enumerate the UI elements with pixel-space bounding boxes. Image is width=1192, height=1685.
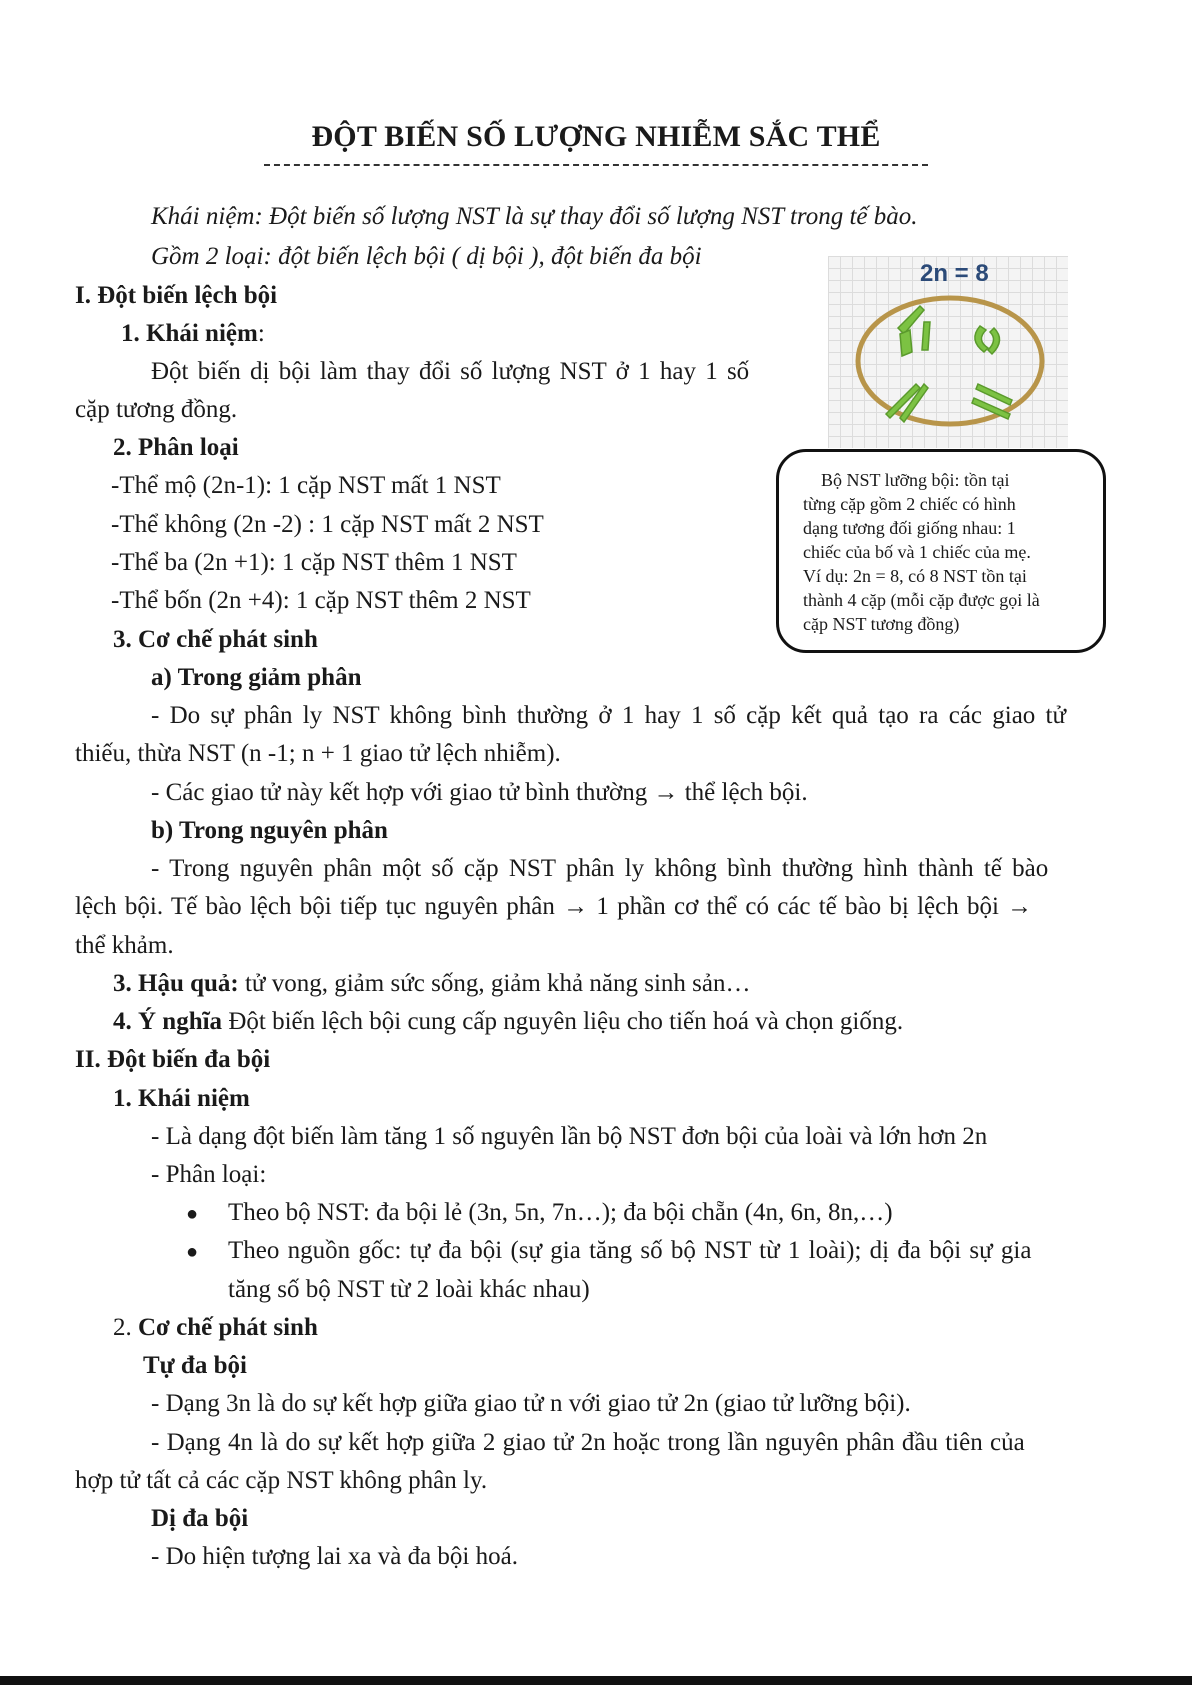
subsection-title: 1. Khái niệm [121, 320, 258, 347]
paragraph-line: - Do sự phân ly NST không bình thường ở 1 hay 1 số cặp kết quả tạo ra các giao tử [151, 702, 1067, 729]
section-heading: I. Đột biến lệch bội [75, 282, 278, 309]
paragraph-line: - Do hiện tượng lai xa và đa bội hoá. [151, 1543, 518, 1570]
number: 2. [113, 1314, 138, 1341]
consequence-line [113, 970, 751, 998]
paragraph-line: thể khảm. [75, 932, 174, 959]
list-item: -Thể ba (2n +1): 1 cặp NST thêm 1 NST [111, 549, 517, 576]
paragraph-line: - Phân loại: [151, 1161, 267, 1188]
subsection-heading: 1. Khái niệm [113, 1085, 250, 1112]
label: 4. Ý nghĩa [113, 1008, 223, 1035]
page-bottom-edge [0, 1676, 1192, 1685]
note-line: dạng tương đối giống nhau: 1 [803, 518, 1016, 538]
chromosome [988, 328, 1000, 354]
text: tử vong, giảm sức sống, giảm khả năng sinh sản… [238, 970, 751, 997]
cell-illustration [828, 256, 1068, 448]
diploid-note-box [776, 449, 1106, 653]
paragraph-line: - Dạng 3n là do sự kết hợp giữa giao tử n với giao tử 2n (giao tử lưỡng bội). [151, 1390, 911, 1417]
sub-subsection-heading: a) Trong giảm phân [151, 664, 362, 691]
note-line: chiếc của bố và 1 chiếc của mẹ. [803, 542, 1031, 562]
chromosome [922, 322, 930, 350]
bullet-item: Theo nguồn gốc: tự đa bội (sự gia tăng số bộ NST từ 1 loài); dị đa bội sự gia [228, 1237, 1032, 1264]
note-line: thành 4 cặp (mỗi cặp được gọi là [803, 590, 1040, 610]
note-line: từng cặp gồm 2 chiếc có hình [803, 494, 1016, 514]
list-item: -Thể bốn (2n +4): 1 cặp NST thêm 2 NST [111, 587, 531, 614]
sub-subsection-heading: b) Trong nguyên phân [151, 817, 388, 844]
subsection-heading [113, 1314, 318, 1342]
subsection-heading [121, 320, 265, 348]
paragraph-line: - Các giao tử này kết hợp với giao tử bình thường → thể lệch bội. [151, 779, 808, 806]
paragraph-line: cặp tương đồng. [75, 396, 238, 423]
list-item: -Thể mộ (2n-1): 1 cặp NST mất 1 NST [111, 472, 501, 499]
page-title: ĐỘT BIẾN SỐ LƯỢNG NHIỄM SẮC THỂ [311, 120, 881, 153]
subsection-heading: 3. Cơ chế phát sinh [113, 626, 318, 653]
subsection-heading: 2. Phân loại [113, 434, 239, 461]
paragraph-line: thiếu, thừa NST (n -1; n + 1 giao tử lệch nhiễm). [75, 740, 561, 767]
subsection-title: Cơ chế phát sinh [138, 1314, 318, 1341]
significance-line [113, 1008, 903, 1036]
intro-definition: Khái niệm: Đột biến số lượng NST là sự thay đổi số lượng NST trong tế bào. [151, 203, 918, 230]
note-line: Bộ NST lưỡng bội: tồn tại [821, 470, 1010, 490]
bullet-icon: ● [186, 1203, 199, 1225]
label: 3. Hậu quả: [113, 970, 239, 997]
paragraph-line: lệch bội. Tế bào lệch bội tiếp tục nguyên phân → 1 phần cơ thể có các tế bào bị lệch bội → [75, 893, 1033, 920]
bullet-icon: ● [186, 1241, 199, 1263]
paragraph-line: - Trong nguyên phân một số cặp NST phân ly không bình thường hình thành tế bào [151, 855, 1049, 882]
section-heading: II. Đột biến đa bội [75, 1046, 271, 1073]
sub-subsection-heading: Tự đa bội [143, 1352, 247, 1379]
figure-label: 2n = 8 [920, 260, 989, 287]
title-underline [264, 164, 928, 166]
bullet-item: Theo bộ NST: đa bội lẻ (3n, 5n, 7n…); đa bội chẵn (4n, 6n, 8n,…) [228, 1199, 893, 1226]
chromosome [898, 306, 924, 334]
colon: : [257, 320, 265, 347]
chromosome [900, 330, 912, 356]
paragraph-line: hợp tử tất cả các cặp NST không phân ly. [75, 1467, 488, 1494]
cell-membrane [858, 298, 1042, 424]
paragraph-line [151, 358, 808, 386]
bullet-item-continuation: tăng số bộ NST từ 2 loài khác nhau) [228, 1276, 590, 1303]
sub-subsection-heading: Dị đa bội [151, 1505, 249, 1532]
text: Đột biến lệch bội cung cấp nguyên liệu cho tiến hoá và chọn giống. [222, 1008, 904, 1035]
paragraph-line: - Dạng 4n là do sự kết hợp giữa 2 giao tử 2n hoặc trong lần nguyên phân đầu tiên của [151, 1429, 1025, 1456]
note-line: Ví dụ: 2n = 8, có 8 NST tồn tại [803, 566, 1027, 586]
chromosome [975, 326, 988, 352]
paragraph-line: - Là dạng đột biến làm tăng 1 số nguyên lần bộ NST đơn bội của loài và lớn hơn 2n [151, 1123, 988, 1150]
list-item: -Thể không (2n -2) : 1 cặp NST mất 2 NST [111, 511, 544, 538]
text: Đột biến dị bội làm thay đổi số lượng NST ở 1 hay 1 số [151, 358, 750, 385]
note-line: cặp NST tương đồng) [803, 614, 960, 634]
intro-types: Gồm 2 loại: đột biến lệch bội ( dị bội ), đột biến đa bội [151, 243, 702, 270]
